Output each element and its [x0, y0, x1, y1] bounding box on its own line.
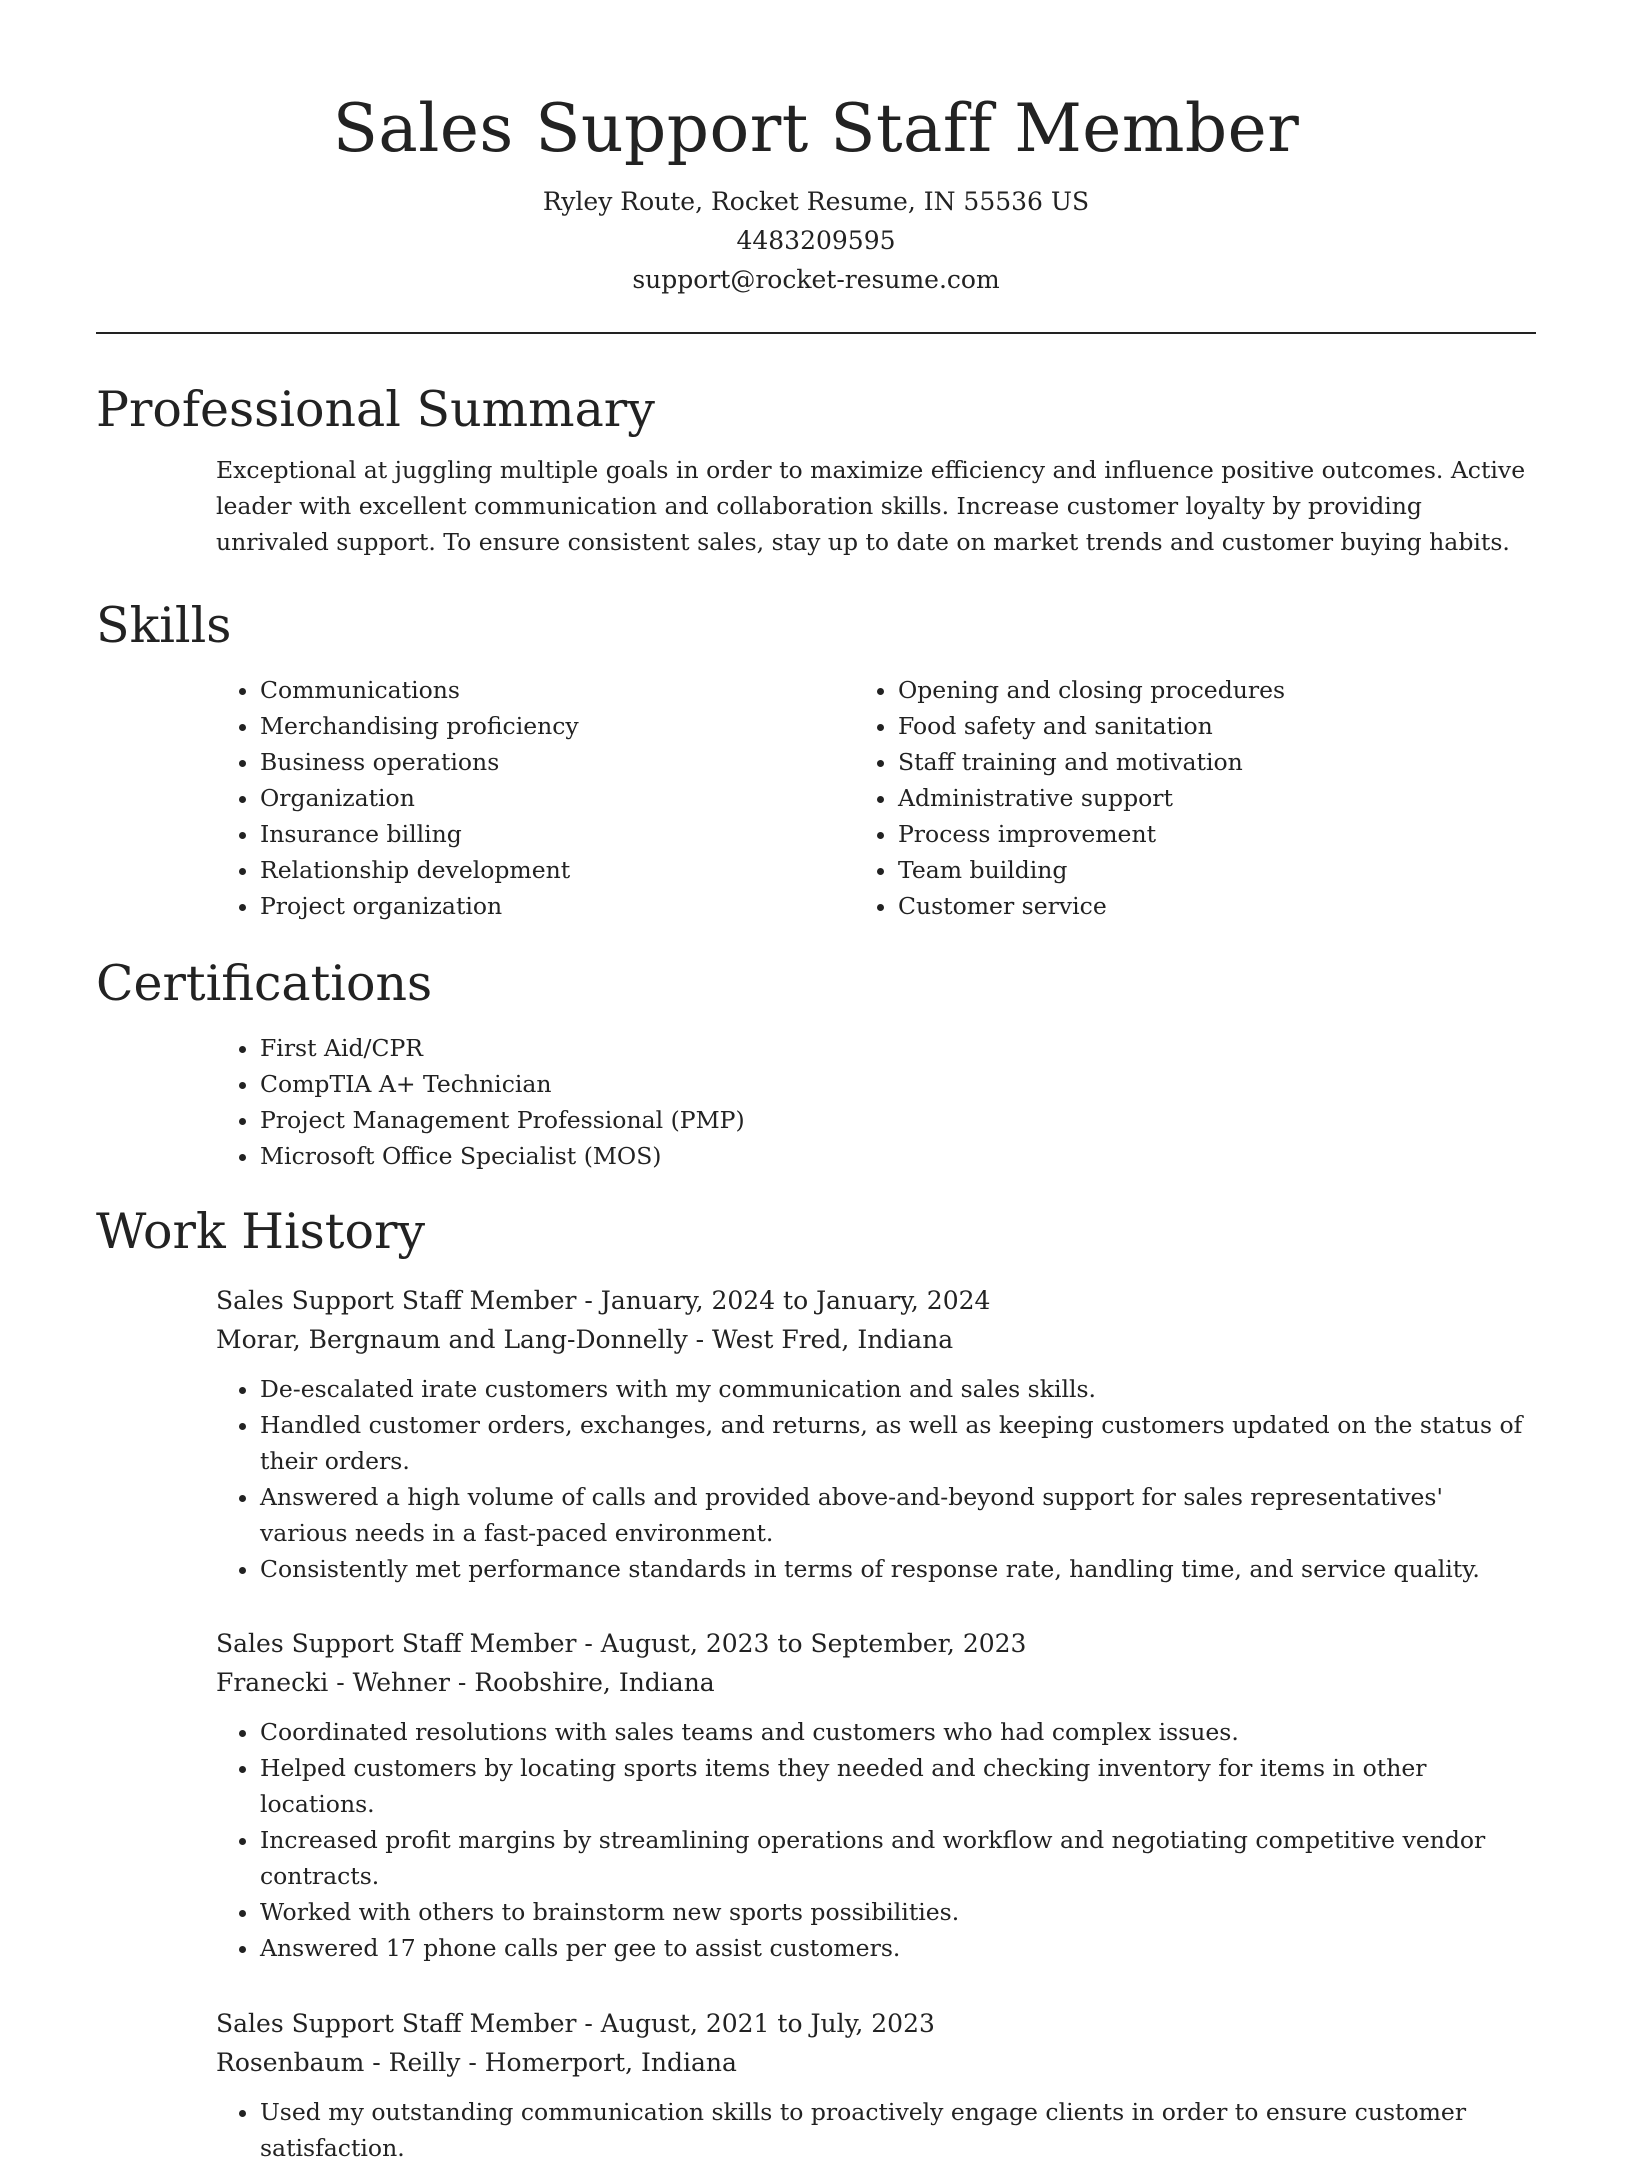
work-history-heading: Work History — [96, 1203, 426, 1260]
job-duties-list — [216, 1714, 1536, 1966]
job-company-line — [216, 1320, 1536, 1359]
contact-phone: 4483209595 — [736, 226, 896, 255]
job-company: Morar, Bergnaum and Lang-Donnelly — [216, 1325, 688, 1354]
certification-item: • Microsoft Office Specialist (MOS) — [260, 1138, 1536, 1174]
job-dates: - August, 2021 to July, 2023 — [576, 2009, 935, 2038]
skill-item: • Customer service — [898, 888, 1536, 924]
job-duty: • Handled customer orders, exchanges, and returns, as well as keeping customers updated on the status of their orders. — [260, 1407, 1536, 1479]
candidate-name: Sales Support Staff Member — [332, 90, 1300, 167]
certifications-section — [96, 952, 1536, 1174]
resume-page — [96, 0, 1536, 2162]
skills-columns — [96, 658, 1536, 924]
job-dates: - August, 2023 to September, 2023 — [576, 1629, 1027, 1658]
job-duty: • Coordinated resolutions with sales teams and customers who had complex issues. — [260, 1714, 1536, 1750]
certification-item: • Project Management Professional (PMP) — [260, 1102, 1536, 1138]
job-duty: • Consistently met performance standards in terms of response rate, handling time, and service quality. — [260, 1551, 1536, 1587]
job-duty: • Used my outstanding communication skills to proactively engage clients in order to ensure customer satisfaction. — [260, 2094, 1536, 2166]
job-3 — [216, 2004, 1536, 2166]
job-dates: - January, 2024 to January, 2024 — [576, 1286, 991, 1315]
job-location: - Homerport, Indiana — [460, 2048, 737, 2077]
certifications-list — [96, 1030, 1536, 1174]
skills-section — [96, 594, 1536, 924]
job-company-line — [216, 2043, 1536, 2082]
job-title-line — [216, 1281, 1536, 1320]
job-1 — [216, 1281, 1536, 1587]
skills-list-right — [898, 672, 1536, 924]
job-entry — [96, 1281, 1536, 1587]
skill-item: • Opening and closing procedures — [898, 672, 1536, 708]
job-duty: • Helped customers by locating sports items they needed and checking inventory for items in other locations. — [260, 1750, 1536, 1822]
skill-item: • Staff training and motivation — [898, 744, 1536, 780]
certifications-heading: Certifications — [96, 955, 433, 1012]
job-company: Rosenbaum - Reilly — [216, 2048, 461, 2077]
job-duty: • Answered a high volume of calls and provided above-and-beyond support for sales representatives' various needs in a fast-paced environment. — [260, 1479, 1536, 1551]
skill-item: • Organization — [260, 780, 898, 816]
job-location: - West Fred, Indiana — [687, 1325, 954, 1354]
job-entry — [96, 1624, 1536, 1966]
skill-item: • Relationship development — [260, 852, 898, 888]
certification-item: • CompTIA A+ Technician — [260, 1066, 1536, 1102]
skill-item: • Administrative support — [898, 780, 1536, 816]
job-company-line — [216, 1663, 1536, 1702]
job-2 — [216, 1624, 1536, 1966]
job-entry — [96, 2004, 1536, 2166]
skill-item: • Project organization — [260, 888, 898, 924]
job-title-line — [216, 2004, 1536, 2043]
job-duties-list — [216, 1371, 1536, 1587]
job-company: Franecki - Wehner — [216, 1668, 450, 1697]
job-role: Sales Support Staff Member — [216, 1286, 577, 1315]
summary-section — [96, 378, 1536, 560]
skill-item: • Communications — [260, 672, 898, 708]
skill-item: • Merchandising proficiency — [260, 708, 898, 744]
skill-item: • Business operations — [260, 744, 898, 780]
contact-email: support@rocket-resume.com — [632, 265, 1000, 294]
job-duty: • Answered 17 phone calls per gee to assist customers. — [260, 1930, 1536, 1966]
summary-heading: Professional Summary — [96, 381, 655, 438]
summary-text: Exceptional at juggling multiple goals in order to maximize efficiency and influence positive outcomes. Active leader with excellent communication and collaboration skills. Increase customer loyalty by providing unrivaled support. To ensure consistent sales, stay up to date on market trends and customer buying habits. — [216, 456, 1526, 556]
job-title-line — [216, 1624, 1536, 1663]
work-history-section — [96, 1200, 1536, 1264]
skills-list-left — [96, 672, 898, 924]
contact-block — [96, 182, 1536, 299]
skill-item: • Team building — [898, 852, 1536, 888]
job-duty: • Increased profit margins by streamlining operations and workflow and negotiating competitive vendor contracts. — [260, 1822, 1536, 1894]
skills-heading: Skills — [96, 597, 232, 654]
job-duty: • De-escalated irate customers with my communication and sales skills. — [260, 1371, 1536, 1407]
job-duties-list — [216, 2094, 1536, 2166]
skill-item: • Food safety and sanitation — [898, 708, 1536, 744]
skill-item: • Insurance billing — [260, 816, 898, 852]
job-role: Sales Support Staff Member — [216, 2009, 577, 2038]
certification-item: • First Aid/CPR — [260, 1030, 1536, 1066]
skill-item: • Process improvement — [898, 816, 1536, 852]
contact-address: Ryley Route, Rocket Resume, IN 55536 US — [542, 187, 1090, 216]
header-divider — [96, 332, 1536, 334]
job-duty: • Worked with others to brainstorm new sports possibilities. — [260, 1894, 1536, 1930]
job-role: Sales Support Staff Member — [216, 1629, 577, 1658]
job-location: - Roobshire, Indiana — [449, 1668, 715, 1697]
